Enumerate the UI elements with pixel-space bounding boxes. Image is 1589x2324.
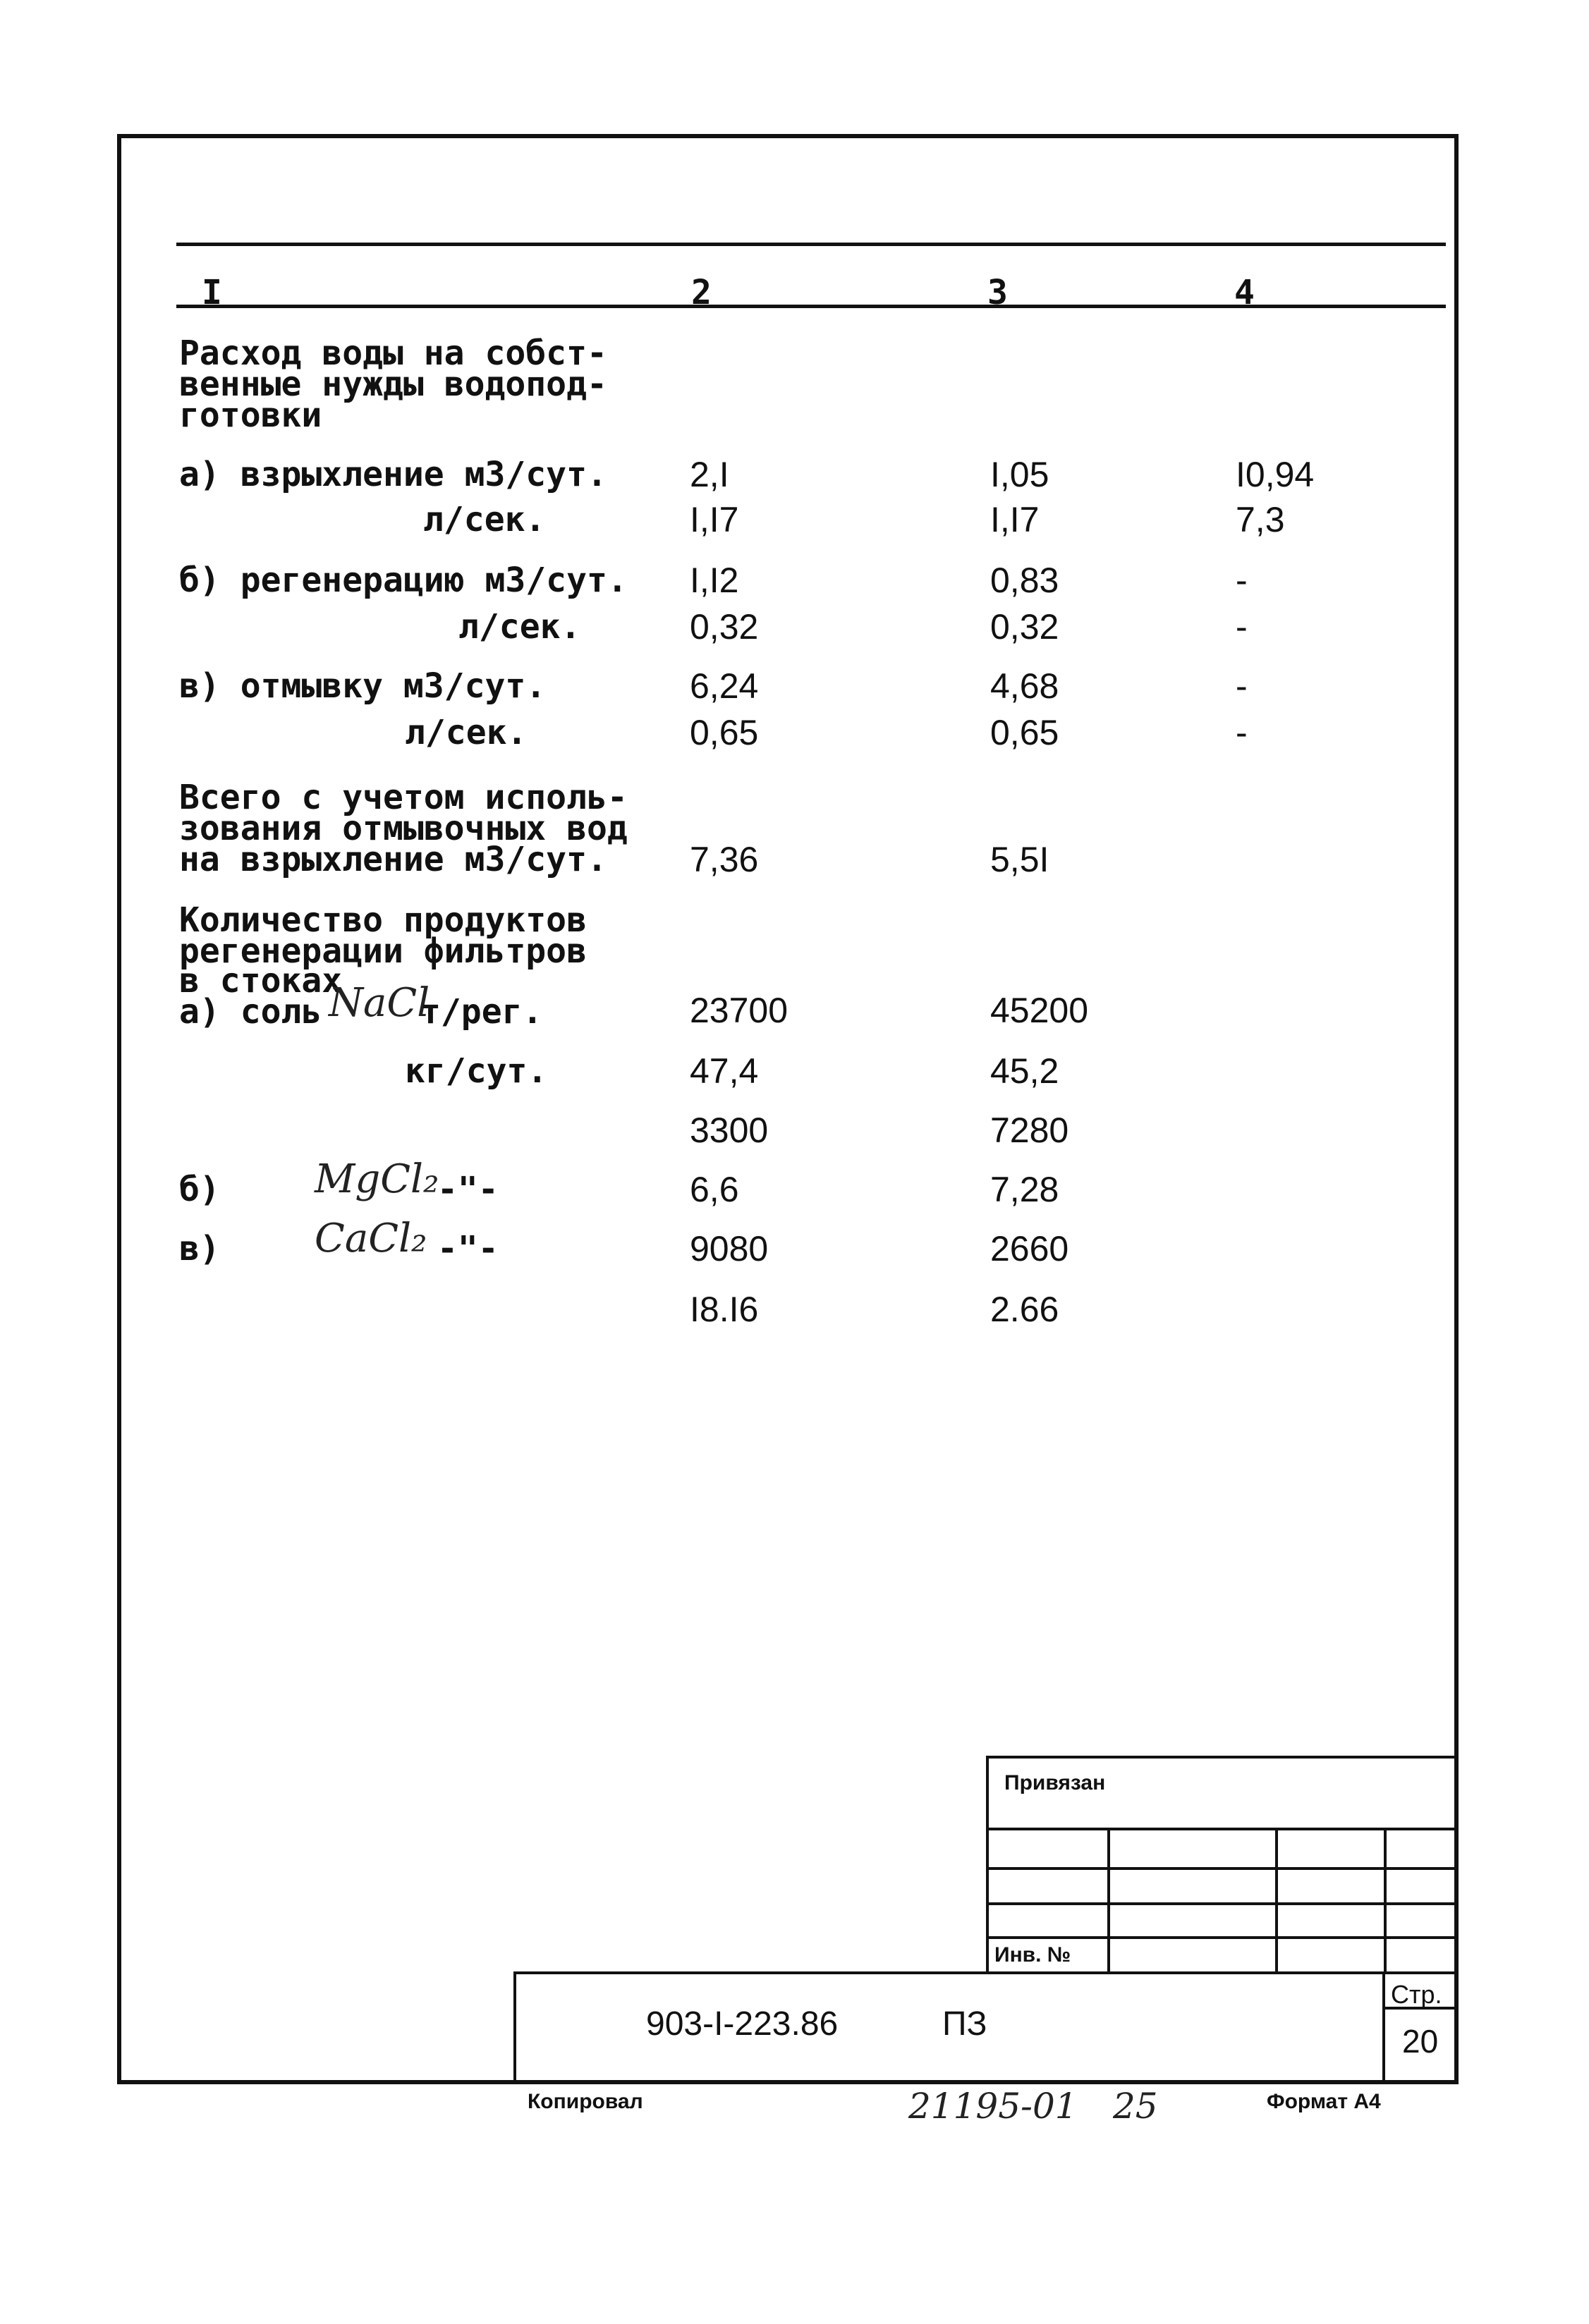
salt-row-value: 6,6	[690, 1170, 739, 1209]
salt-row-label: кг/сут.	[405, 1051, 548, 1091]
row-value: 0,32	[690, 607, 759, 647]
salt-row-value: I8.I6	[690, 1290, 759, 1329]
row-value: 2,I	[690, 455, 729, 494]
row-value: 0,65	[990, 713, 1059, 752]
salt-row-suffix: т/рег.	[420, 992, 543, 1032]
section1-title-line3: готовки	[179, 396, 322, 435]
format-label: Формат А4	[1267, 2090, 1381, 2113]
total-label-line3: на взрыхление м3/сут.	[179, 840, 607, 879]
grid-divider	[1107, 1828, 1110, 1974]
table-top-rule	[176, 243, 1446, 246]
total-label-line2: зования отмывочных вод	[179, 809, 628, 848]
handwritten-number: 21195-01	[908, 2086, 1078, 2127]
col-header-2: 2	[691, 273, 712, 312]
col-header-4: 4	[1234, 273, 1255, 312]
section1-title-line2: венные нужды водопод-	[179, 365, 607, 404]
row-value: 0,83	[990, 561, 1059, 600]
grid-divider	[1275, 1828, 1278, 1974]
salt-row-formula: NaCl	[329, 980, 430, 1026]
inv-no-label: Инв. №	[994, 1943, 1071, 1967]
salt-row-prefix: б)	[179, 1170, 220, 1209]
salt-row-value: 45200	[990, 991, 1089, 1030]
salt-row-formula: CaCl₂	[315, 1216, 427, 1261]
row-value: 0,65	[690, 713, 759, 752]
table-header-rule	[176, 305, 1446, 308]
row-value: 4,68	[990, 666, 1059, 706]
row-label: л/сек.	[405, 713, 528, 752]
section2-title-line3: в стоках	[179, 961, 343, 1001]
page-cell-divider	[1382, 1971, 1385, 2084]
row-label: в) отмывку м3/сут.	[179, 666, 547, 706]
salt-row-prefix: а) соль	[179, 992, 322, 1032]
row-label: л/сек.	[458, 607, 581, 647]
row-value: -	[1236, 666, 1248, 706]
row-value: I,05	[990, 455, 1049, 494]
document-code: 903-I-223.86	[646, 2005, 839, 2043]
salt-row-value: 2.66	[990, 1290, 1059, 1329]
grid-rule	[986, 1902, 1459, 1905]
row-value: -	[1236, 607, 1248, 647]
page-number: 20	[1402, 2023, 1439, 2060]
row-value: -	[1236, 713, 1248, 752]
section2-title-line1: Количество продуктов	[179, 900, 587, 940]
salt-row-value: 2660	[990, 1229, 1069, 1268]
row-label: л/сек.	[423, 500, 546, 539]
salt-row-suffix: -"-	[437, 1170, 499, 1209]
privyazan-label: Привязан	[1004, 1771, 1106, 1794]
row-label: б) регенерацию м3/сут.	[179, 561, 628, 600]
section1-title-line1: Расход воды на собст-	[179, 334, 607, 373]
grid-rule	[986, 1867, 1459, 1870]
salt-row-value: 47,4	[690, 1051, 759, 1091]
salt-row-value: 3300	[690, 1111, 769, 1150]
copied-label: Копировал	[528, 2090, 643, 2113]
row-value: 7,3	[1236, 500, 1285, 539]
section2-title-line2: регенерации фильтров	[179, 931, 587, 971]
total-label-line1: Всего с учетом исполь-	[179, 778, 628, 817]
salt-row-value: 7,28	[990, 1170, 1059, 1209]
salt-row-value: 23700	[690, 991, 789, 1030]
row-value: 0,32	[990, 607, 1059, 647]
row-label: а) взрыхление м3/сут.	[179, 455, 607, 494]
col-header-3: 3	[987, 273, 1008, 312]
grid-rule	[986, 1936, 1459, 1939]
salt-row-value: 45,2	[990, 1051, 1059, 1091]
row-value: I0,94	[1236, 455, 1315, 494]
row-value: -	[1236, 561, 1248, 600]
row-value: I,I7	[690, 500, 739, 539]
col-header-1: I	[202, 273, 222, 312]
handwritten-page: 25	[1113, 2086, 1158, 2127]
salt-row-suffix: -"-	[437, 1229, 499, 1268]
total-value: 7,36	[690, 840, 759, 879]
salt-row-value: 7280	[990, 1111, 1069, 1150]
grid-divider	[1384, 1828, 1387, 1974]
page-label: Стр.	[1391, 1980, 1442, 2009]
row-value: I,I7	[990, 500, 1040, 539]
salt-row-prefix: в)	[179, 1229, 220, 1268]
total-value: 5,5I	[990, 840, 1049, 879]
row-value: 6,24	[690, 666, 759, 706]
salt-row-value: 9080	[690, 1229, 769, 1268]
salt-row-formula: MgCl₂	[315, 1156, 439, 1202]
row-value: I,I2	[690, 561, 739, 600]
document-type: ПЗ	[942, 2005, 987, 2043]
